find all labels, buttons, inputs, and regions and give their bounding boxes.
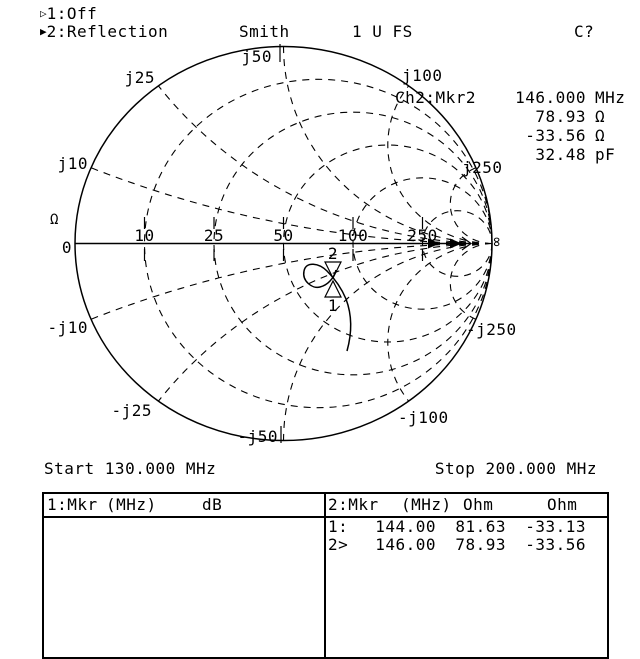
row-marker-id: 1: [328, 517, 349, 536]
axis-infinity-label: ∞ [487, 237, 506, 247]
marker-2-number: 2 [327, 244, 339, 263]
readout-reactance-unit: Ω [595, 126, 606, 145]
table-row [328, 519, 604, 536]
marker-1-number: 1 [327, 296, 339, 315]
reactance-label: -j250 [466, 320, 517, 339]
readout-resistance-value: 78.93 [535, 107, 586, 126]
table-right-col-ohm-re: Ohm [463, 495, 494, 514]
channel-2-label: 2:Reflection [46, 22, 169, 41]
readout-reactance-value: -33.56 [525, 126, 586, 145]
readout-marker-id: Ch2:Mkr2 [395, 88, 477, 107]
row-reactance: -33.13 [525, 517, 586, 536]
table-left-col-mhz: (MHz) [106, 495, 157, 514]
readout-frequency-unit: MHz [595, 88, 626, 107]
channel-1-label: 1:Off [46, 4, 98, 23]
sweep-start-label: Start 130.000 MHz [44, 459, 217, 478]
row-marker-id: 2> [328, 535, 349, 554]
reactance-label: j100 [402, 66, 443, 85]
reactance-arc [450, 244, 492, 320]
table-left-title: 1:Mkr [47, 495, 98, 514]
marker-readout [395, 89, 637, 165]
table-left-col-db: dB [202, 495, 223, 514]
reactance-label: -j100 [398, 408, 449, 427]
channel-1-indicator-icon: ▷ [40, 7, 47, 20]
reactance-label: j50 [241, 47, 272, 66]
table-right-col-mhz: (MHz) [401, 495, 452, 514]
correction-status: C? [574, 22, 595, 41]
reactance-label: j250 [462, 158, 503, 177]
resistance-label: 10 [134, 226, 155, 245]
axis-ohm-label: Ω [50, 212, 59, 228]
readout-capacitance-value: 32.48 [535, 145, 586, 164]
reactance-label: -j50 [237, 427, 278, 446]
table-right-title: 2:Mkr [328, 495, 379, 514]
row-frequency: 146.00 [375, 535, 436, 554]
reactance-label: -j25 [111, 401, 152, 420]
scale-label: 1 U FS [352, 22, 413, 41]
reactance-label: j10 [57, 154, 88, 173]
marker-2-symbol [325, 262, 341, 278]
readout-line-frequency [395, 89, 637, 108]
row-reactance: -33.56 [525, 535, 586, 554]
table-divider [324, 494, 326, 657]
readout-capacitance-unit: pF [595, 145, 616, 164]
sweep-stop-label: Stop 200.000 MHz [434, 459, 597, 478]
axis-origin-label: 0 [61, 238, 72, 257]
channel-2-indicator-icon: ▶ [40, 25, 47, 38]
row-resistance: 81.63 [455, 517, 506, 536]
resistance-label: 100 [337, 226, 369, 245]
table-right-col-ohm-im: Ohm [547, 495, 578, 514]
readout-line-resistance [395, 108, 637, 127]
readout-line-capacitance [395, 146, 637, 165]
resistance-label: 25 [203, 226, 225, 245]
reactance-label: -j10 [47, 318, 88, 337]
row-frequency: 144.00 [375, 517, 436, 536]
reactance-label: j25 [124, 68, 155, 87]
readout-frequency-value: 146.000 [515, 88, 586, 107]
format-label: Smith [239, 22, 290, 41]
readout-line-reactance [395, 127, 637, 146]
resistance-label: 250 [407, 226, 438, 245]
table-header-separator [44, 516, 607, 518]
marker-table [42, 492, 609, 659]
table-row [328, 537, 604, 554]
row-resistance: 78.93 [455, 535, 506, 554]
resistance-label: 50 [273, 226, 294, 245]
readout-resistance-unit: Ω [595, 107, 606, 126]
